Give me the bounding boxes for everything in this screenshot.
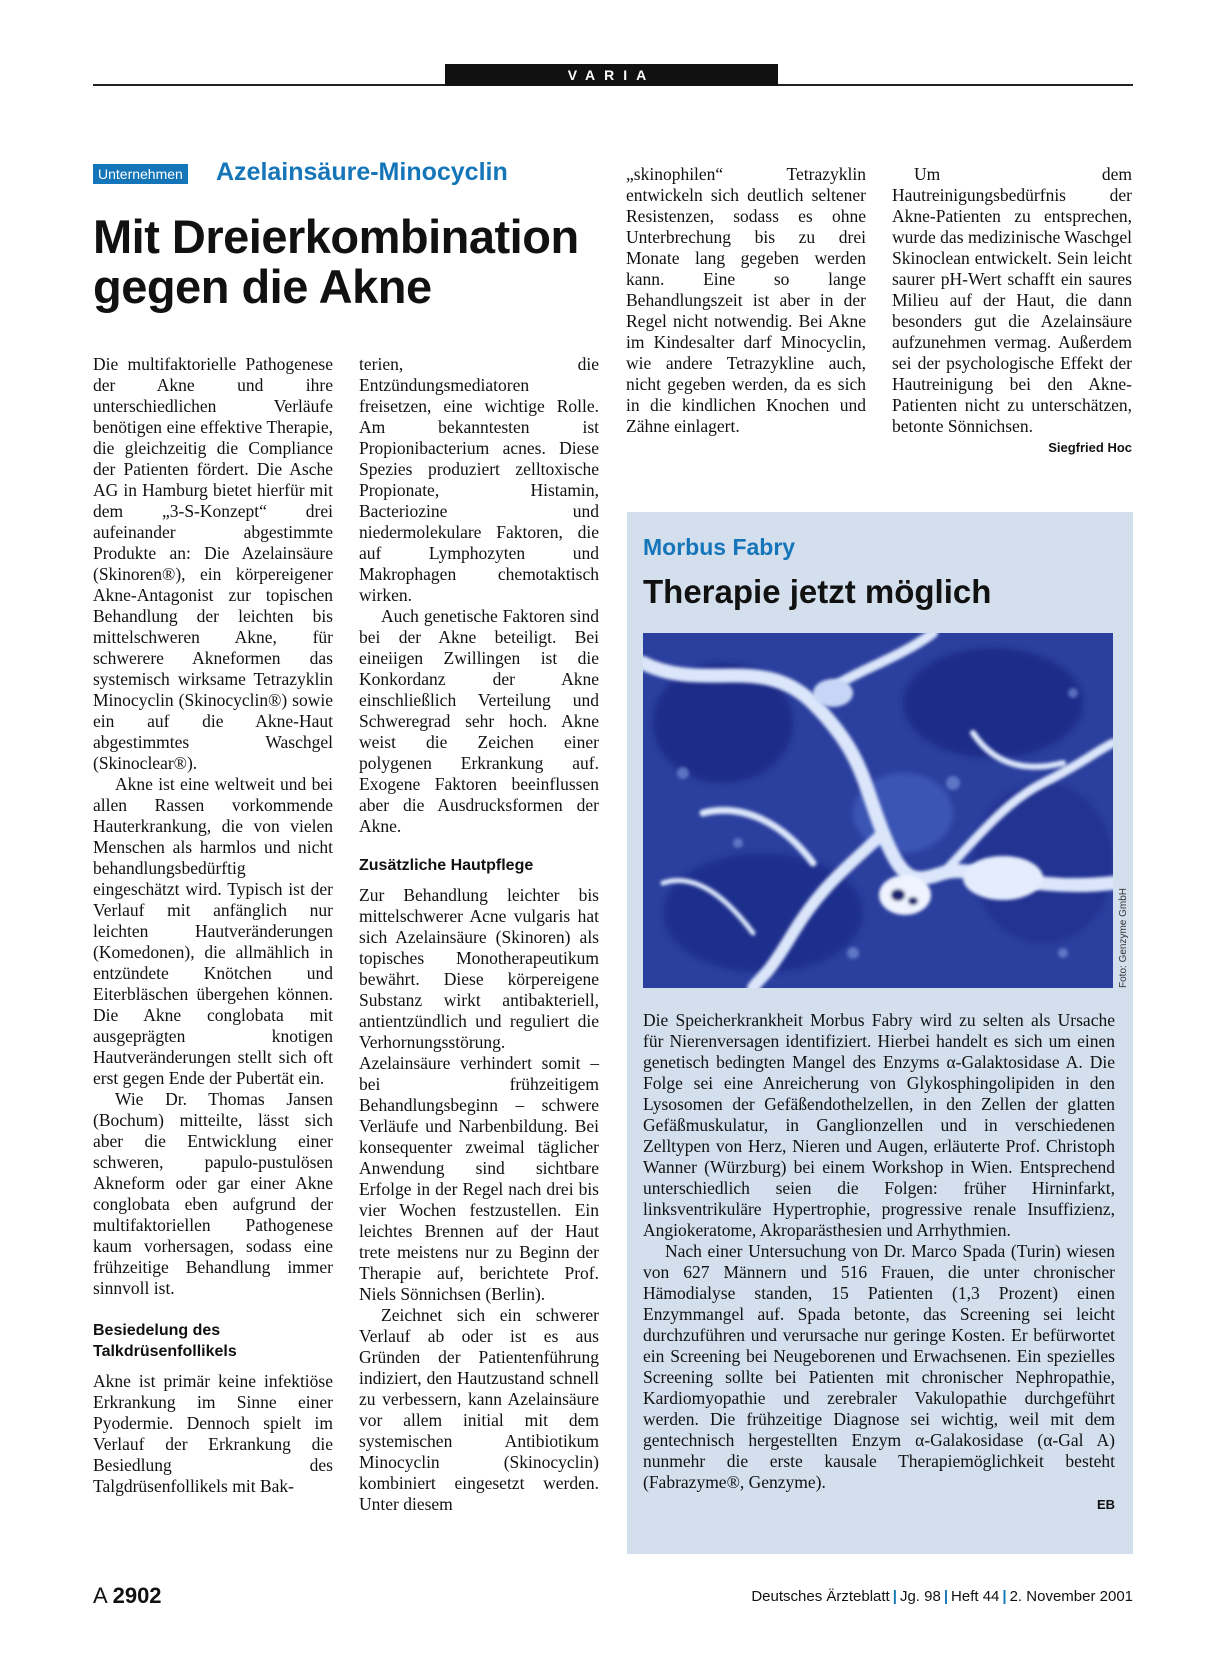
paragraph: Zur Behandlung leichter bis mittelschwerer Acne vulgaris hat sich Azelainsäure (Skinoren) als topisches Monotherapeutikum bewährt. Diese körpereigene Substanz wirkt antibakteriell, antientzündlich und reguliert die Verhornungsstörung. Azelainsäure verhindert somit – bei frühzeitigem Behandlungsbeginn – schwere Verläufe und Narbenbildung. Bei konsequenter zweimal täglicher Anwendung sind sichtbare Erfolge in der Regel nach drei bis vier Wochen festzustellen. Ein leichtes Brennen auf der Haut trete meistens nur zu Beginn der Therapie auf, berichtete Prof. Niels Sönnichsen (Berlin). bbox=[359, 885, 599, 1304]
paragraph: Zeichnet sich ein schwerer Verlauf ab oder ist es aus Gründen der Patientenführung indiziert, den Hautzustand schnell zu verbessern, kann Azelainsäure vor allem initial mit dem systemischen Antibiotikum Minocyclin (Skinocyclin) kombiniert eingesetzt werden. Unter diesem bbox=[359, 1305, 599, 1514]
box-text bbox=[643, 1010, 1115, 1515]
box-author: EB bbox=[1096, 1497, 1115, 1512]
category-badge: Unternehmen bbox=[93, 164, 188, 184]
box-title: Therapie jetzt möglich bbox=[643, 573, 992, 610]
article-column-3 bbox=[626, 164, 866, 437]
journal-date: 2. November 2001 bbox=[1009, 1588, 1133, 1605]
journal-name: Deutsches Ärzteblatt bbox=[751, 1588, 890, 1605]
paragraph: Akne ist eine weltweit und bei allen Rassen vorkommende Hauterkrankung, die von vielen Menschen als harmlos und nicht behandlungsbedürftig eingeschätzt wird. Typisch ist der Verlauf mit anfänglich nur leichten Hautveränderungen (Komedonen), die allmählich in entzündete Knötchen und Eiterbläschen übergehen können. Die Akne conglobata mit ausgeprägten knotigen Hautveränderungen stellt sich oft erst gegen Ende der Pubertät ein. bbox=[93, 774, 333, 1088]
paragraph: „skinophilen“ Tetrazyklin entwickeln sich deutlich seltener Resistenzen, sodass es ohne Unterbrechung bis zu drei Monate lang gegeben werden kann. Eine so lange Behandlungszeit ist aber in der Regel nicht notwendig. Bei Akne im Kindesalter darf Minocyclin, wie andere Tetrazykline auch, nicht gegeben werden, da es sich in die kindlichen Knochen und Zähne einlagert. bbox=[626, 164, 866, 436]
paragraph: terien, die Entzündungsmediatoren freisetzen, eine wichtige Rolle. Am bekanntesten ist Propionibacterium acnes. Diese Spezies produziert zelltoxische Propionate, Histamin, Bacteriozine und niedermolekulare Faktoren, die auf Lymphozyten und Makrophagen chemotaktisch wirken. bbox=[359, 354, 599, 605]
page-number-value: 2902 bbox=[112, 1583, 162, 1608]
page-number bbox=[93, 1583, 162, 1609]
separator: | bbox=[943, 1588, 949, 1605]
article-column-4 bbox=[892, 164, 1132, 458]
subheading: Zusätzliche Hautpflege bbox=[359, 857, 534, 874]
article-column-2 bbox=[359, 354, 599, 1515]
author-name: Siegfried Hoc bbox=[1048, 440, 1132, 455]
paragraph-text: Um dem Hautreinigungsbedürfnis der Akne-Patienten zu entsprechen, wurde das medizinische Waschgel Skinoclean entwickelt. Sein leicht saurer pH-Wert schafft ein saures Milieu auf der Haut, die dann besonders gut die Azelainsäure aufzunehmen vermag. Außerdem sei der psychologische Effekt der Hautreinigung bei den Akne-Patienten nicht zu unterschätzen, betonte Sönnichsen. bbox=[892, 164, 1132, 436]
article-kicker: Azelainsäure-Minocyclin bbox=[216, 158, 508, 186]
paragraph: Akne ist primär keine infektiöse Erkrankung im Sinne einer Pyodermie. Dennoch spielt im Verlauf der Erkrankung die Besiedlung des Talgdrüsenfollikels mit Bak- bbox=[93, 1371, 333, 1496]
photo-credit: Foto: Genzyme GmbH bbox=[1118, 887, 1129, 988]
title-line-2: gegen die Akne bbox=[93, 260, 432, 313]
page-prefix: A bbox=[93, 1583, 107, 1608]
paragraph: Auch genetische Faktoren sind bei der Akne beteiligt. Bei eineiigen Zwillingen ist die Konkordanz der Akne einschließlich Verteilung und Schweregrad sehr hoch. Akne weist die Zeichen einer polygenen Erkrankung auf. Exogene Faktoren beeinflussen aber die Ausdrucksformen der Akne. bbox=[359, 606, 599, 836]
journal-issue: Heft 44 bbox=[951, 1588, 1000, 1605]
paragraph bbox=[892, 164, 1132, 455]
paragraph: Die multifaktorielle Pathogenese der Akne und ihre unterschiedlichen Verläufe benötigen eine effektive Therapie, die gleichzeitig die Compliance der Patienten fördert. Die Asche AG in Hamburg bietet hierfür mit dem „3-S-Konzept“ drei aufeinander abgestimmte Produkte an: Die Azelainsäure (Skinoren®), ein körpereigener Akne-Antagonist zur topischen Behandlung der leichten bis mittelschweren Akne, für schwerere Akneformen das systemisch wirksame Tetrazyklin Minocyclin (Skinocyclin®) sowie ein auf die Akne-Haut abgestimmtes Waschgel (Skinoclear®). bbox=[93, 354, 333, 773]
journal-info bbox=[751, 1588, 1133, 1605]
article-column-1 bbox=[93, 354, 333, 1497]
title-line-1: Mit Dreierkombination bbox=[93, 210, 579, 263]
paragraph: Die Speicherkrankheit Morbus Fabry wird zu selten als Ursache für Nierenversagen identifiziert. Hierbei handelt es sich um einen genetisch bedingten Mangel des Enzyms α-Galaktosidase A. Die Folge sei eine Anreicherung von Glykosphingolipiden in den Lysosomen der Gefäßendothelzellen, in den Zellen der glatten Gefäßmuskulatur, in Ganglionzellen und in verschiedenen Zelltypen von Herz, Nieren und Augen, erläuterte Prof. Christoph Wanner (Würzburg) bei einem Workshop in Wien. Entsprechend unterschiedlich seien die Folgen: früher Hirninfarkt, linksventrikuläre Hypertrophie, progressive renale Insuffizienz, Angiokeratome, Akroparästhesien und Arrhythmien. bbox=[643, 1010, 1115, 1240]
section-label: VARIA bbox=[445, 64, 778, 86]
separator: | bbox=[892, 1588, 897, 1605]
paragraph: Nach einer Untersuchung von Dr. Marco Spada (Turin) wiesen von 627 Männern und 516 Frauen, die unter chronischer Hämodialyse standen, 15 Patienten (1,3 Prozent) einen Enzymmangel auf. Spada betonte, das Screening sei leicht durchzuführen und verursache nur geringe Kosten. Er befürwortet ein Screening bei Neugeborenen und Erwachsenen. Ein spezielles Screening sollte bei Patienten mit chronischer Nephropathie, Kardiomyopathie und zerebraler Vakulopathie durchgeführt werden. Die frühzeitige Diagnose sei wichtig, weil mit dem gentechnisch hergestellten Enzym α-Galakosidase (α-Gal A) nunmehr die erste kausale Therapiemöglichkeit besteht (Fabrazyme®, Genzyme). bbox=[643, 1241, 1115, 1492]
separator: | bbox=[1002, 1588, 1007, 1605]
paragraph: Wie Dr. Thomas Jansen (Bochum) mitteilte, lässt sich aber die Entwicklung einer schweren, papulo-pustulösen Akneform oder gar einer Akne conglobata eben aufgrund der multifaktoriellen Pathogenese kaum vorhersagen, sodass eine frühzeitige Behandlung immer sinnvoll ist. bbox=[93, 1089, 333, 1298]
article-title bbox=[93, 212, 613, 312]
microscopy-photo bbox=[643, 633, 1113, 988]
box-kicker: Morbus Fabry bbox=[643, 534, 796, 560]
journal-volume: Jg. 98 bbox=[899, 1588, 941, 1605]
subheading: Besiedelung des Talkdrüsenfollikels bbox=[93, 1322, 237, 1360]
